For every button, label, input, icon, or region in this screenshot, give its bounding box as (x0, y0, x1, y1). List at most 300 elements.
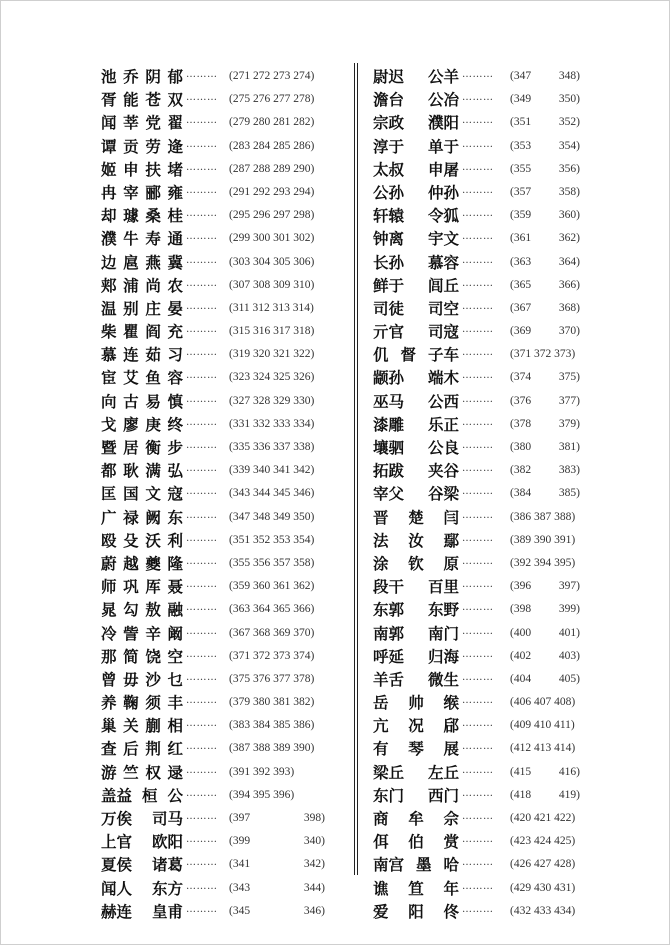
dot-leader: ……… (462, 579, 494, 591)
surname-text: 澹台 公冶 (373, 90, 459, 110)
index-entry (373, 204, 583, 227)
page-number-first: (398 (510, 603, 532, 616)
page-number-first: (347 (510, 70, 532, 82)
column-divider (354, 63, 358, 875)
page-numbers: (283 284 285 286) (229, 139, 315, 152)
index-entry (101, 737, 341, 760)
page-number-last: 401) (558, 626, 580, 639)
dot-leader: ……… (186, 370, 218, 382)
page-number-last: 356) (558, 162, 580, 175)
page-number-last: 358) (558, 185, 580, 198)
index-entry (101, 506, 341, 529)
surname-text: 法 汝 鄢 (373, 530, 459, 550)
index-entry (101, 807, 341, 830)
dot-leader: ……… (186, 138, 218, 150)
dot-leader: ……… (462, 857, 494, 869)
dot-leader: ……… (186, 834, 218, 846)
page-numbers: (379 380 381 382) (229, 696, 315, 709)
surname-text: 壤驷 公良 (373, 438, 459, 457)
page-number-last: 354) (558, 139, 580, 152)
page-number-first: (353 (510, 139, 532, 152)
index-entry (101, 529, 341, 552)
dot-leader: ……… (186, 92, 218, 104)
page-number-first: (378 (510, 417, 532, 430)
surname-text: 上官 欧阳 (101, 832, 183, 852)
dot-leader: ……… (186, 324, 218, 336)
dot-leader: ……… (186, 347, 218, 359)
page-number-last: 399) (558, 603, 580, 616)
page-numbers: (359 360 361 362) (229, 580, 315, 593)
dot-leader: ……… (186, 625, 218, 637)
index-entry (101, 645, 341, 668)
index-entry (373, 761, 583, 784)
surname-text: 公孙 仲孙 (373, 182, 459, 202)
dot-leader: ……… (186, 741, 218, 753)
page-number-first: (400 (510, 626, 532, 639)
surname-text: 郏 浦 尚 农 (101, 275, 183, 295)
dot-leader: ……… (186, 880, 218, 892)
page-numbers: (347 348 349 350) (229, 510, 315, 523)
index-entry (101, 830, 341, 853)
dot-leader: ……… (186, 277, 218, 289)
page-number-first: (384 (510, 487, 532, 500)
index-entry (373, 737, 583, 760)
surname-text: 柴 瞿 阎 充 (101, 322, 183, 342)
page-numbers: (394 395 396) (229, 788, 295, 801)
dot-leader: ……… (186, 787, 218, 799)
page-number-first: (374 (510, 371, 532, 384)
page-number-first: (361 (510, 232, 532, 245)
surname-text: 司徒 司空 (373, 298, 459, 318)
index-entry (101, 274, 341, 297)
index-entry (101, 668, 341, 691)
index-entry (373, 158, 583, 181)
dot-leader: ……… (462, 903, 494, 915)
surname-text: 慕 连 茹 习 (101, 345, 183, 365)
page-number-last: 346) (303, 904, 325, 917)
dot-leader: ……… (186, 555, 218, 567)
surname-text: 晁 勾 敖 融 (101, 600, 183, 620)
surname-text: 师 巩 厍 聂 (101, 577, 183, 597)
page-number-first: (355 (510, 162, 532, 175)
index-entry (373, 807, 583, 830)
surname-text: 边 扈 燕 冀 (101, 252, 183, 272)
surname-text: 宗政 濮阳 (373, 113, 459, 133)
page-number-last: 385) (558, 487, 580, 500)
dot-leader: ……… (186, 532, 218, 544)
left-index-column (101, 65, 341, 923)
page-numbers: (311 312 313 314) (229, 301, 314, 314)
page-number-first: (415 (510, 765, 532, 778)
page-number-first: (363 (510, 255, 532, 268)
surname-text: 殴 殳 沃 利 (101, 530, 183, 550)
index-entry (373, 830, 583, 853)
surname-text: 宦 艾 鱼 容 (101, 368, 183, 388)
page-number-last: 360) (558, 209, 580, 222)
index-entry (373, 251, 583, 274)
dot-leader: ……… (462, 231, 494, 243)
dot-leader: ……… (186, 161, 218, 173)
dot-leader: ……… (462, 138, 494, 150)
index-entry (373, 668, 583, 691)
page-numbers: (363 364 365 366) (229, 603, 315, 616)
page-numbers: (367 368 369 370) (229, 626, 315, 639)
surname-text: 胥 能 苍 双 (101, 90, 183, 110)
surname-text: 东门 西门 (373, 785, 459, 805)
surname-text: 岳 帅 缑 (373, 693, 459, 713)
index-entry (373, 575, 583, 598)
dot-leader: ……… (186, 718, 218, 730)
index-entry (373, 320, 583, 343)
index-entry (373, 111, 583, 134)
dot-leader: ……… (462, 463, 494, 475)
index-entry (101, 297, 341, 320)
page-number-last: 344) (303, 881, 325, 894)
surname-text: 太叔 申屠 (373, 159, 459, 179)
dot-leader: ……… (462, 602, 494, 614)
page-numbers: (351 352 353 354) (229, 533, 315, 546)
page-number-first: (399 (229, 835, 251, 848)
page-number-last: 403) (558, 649, 580, 662)
index-entry (373, 274, 583, 297)
dot-leader: ……… (462, 671, 494, 683)
index-entry (101, 135, 341, 158)
surname-text: 仉 督 子车 (373, 345, 459, 365)
index-entry (373, 88, 583, 111)
index-entry (373, 227, 583, 250)
surname-text: 闻 莘 党 翟 (101, 113, 183, 133)
dot-leader: ……… (462, 324, 494, 336)
page-numbers: (389 390 391) (510, 533, 576, 546)
index-entry (373, 135, 583, 158)
index-entry (101, 366, 341, 389)
dot-leader: ……… (186, 300, 218, 312)
page-numbers: (371 372 373 374) (229, 649, 315, 662)
page-number-last: 348) (558, 70, 580, 82)
surname-text: 那 简 饶 空 (101, 646, 183, 666)
index-entry (373, 900, 583, 923)
page-numbers: (386 387 388) (510, 510, 576, 523)
dot-leader: ……… (462, 718, 494, 730)
page-numbers: (335 336 337 338) (229, 441, 315, 453)
page-number-first: (357 (510, 185, 532, 198)
page-number-last: 370) (558, 325, 580, 338)
page-numbers: (299 300 301 302) (229, 232, 315, 245)
page-numbers: (371 372 373) (510, 348, 576, 361)
index-entry (101, 65, 341, 88)
dot-leader: ……… (462, 92, 494, 104)
surname-text: 曾 毋 沙 乜 (101, 669, 183, 689)
page-numbers: (375 376 377 378) (229, 672, 315, 685)
page-numbers: (432 433 434) (510, 904, 576, 917)
dot-leader: ……… (462, 486, 494, 498)
page-numbers: (406 407 408) (510, 696, 576, 709)
surname-text: 巫马 公西 (373, 391, 459, 411)
index-entry (101, 853, 341, 876)
index-entry (101, 482, 341, 505)
index-entry (101, 413, 341, 436)
page-number-last: 419) (558, 788, 580, 801)
index-entry (101, 598, 341, 621)
dot-leader: ……… (462, 184, 494, 196)
dot-leader: ……… (186, 579, 218, 591)
page-number-first: (396 (510, 580, 532, 593)
page-numbers: (391 392 393) (229, 765, 295, 778)
page-number-first: (376 (510, 394, 532, 407)
index-entry (101, 181, 341, 204)
surname-text: 却 璩 桑 桂 (101, 206, 183, 226)
dot-leader: ……… (186, 903, 218, 915)
index-entry (373, 877, 583, 900)
page-number-first: (418 (510, 788, 532, 801)
surname-text: 查 后 荆 红 (101, 739, 183, 759)
index-entry (101, 343, 341, 366)
page-numbers: (392 394 395) (510, 556, 576, 569)
surname-text: 赫连 皇甫 (101, 901, 183, 921)
surname-text: 冷 訾 辛 阚 (101, 623, 183, 643)
dot-leader: ……… (186, 69, 218, 80)
dot-leader: ……… (462, 440, 494, 451)
page-number-first: (345 (229, 904, 251, 917)
page-number-last: 416) (558, 765, 580, 778)
surname-text: 颛孙 端木 (373, 368, 459, 388)
surname-text: 轩辕 令狐 (373, 206, 459, 226)
page-number-first: (382 (510, 464, 532, 477)
index-entry (101, 158, 341, 181)
surname-text: 姬 申 扶 堵 (101, 159, 183, 179)
index-entry (373, 853, 583, 876)
surname-text: 爱 阳 佟 (373, 901, 459, 921)
right-index-column (373, 65, 583, 923)
index-entry (101, 761, 341, 784)
dot-leader: ……… (186, 671, 218, 683)
page-number-first: (397 (229, 812, 251, 824)
surname-text: 南郭 南门 (373, 623, 459, 643)
dot-leader: ……… (462, 69, 494, 80)
dot-leader: ……… (186, 463, 218, 475)
dot-leader: ……… (462, 811, 494, 822)
surname-text: 拓跋 夹谷 (373, 461, 459, 481)
dot-leader: ……… (186, 764, 218, 776)
index-entry (101, 390, 341, 413)
page-number-last: 368) (558, 301, 580, 314)
page-numbers: (291 292 293 294) (229, 185, 315, 198)
index-entry (373, 181, 583, 204)
surname-text: 宰父 谷梁 (373, 484, 459, 504)
surname-text: 长孙 慕容 (373, 252, 459, 272)
dot-leader: ……… (462, 277, 494, 289)
index-entry (373, 552, 583, 575)
page-numbers: (383 384 385 386) (229, 719, 315, 732)
surname-text: 谭 贡 劳 逄 (101, 136, 183, 156)
index-entry (101, 459, 341, 482)
dot-leader: ……… (186, 208, 218, 220)
dot-leader: ……… (462, 161, 494, 173)
page-number-last: 342) (303, 858, 325, 871)
index-entry (373, 366, 583, 389)
page-numbers: (271 272 273 274) (229, 70, 315, 82)
page-number-first: (341 (229, 858, 251, 871)
page-number-last: 383) (558, 464, 580, 477)
page-number-first: (351 (510, 116, 532, 129)
dot-leader: ……… (462, 834, 494, 846)
index-entry (101, 714, 341, 737)
dot-leader: ……… (462, 509, 494, 521)
page-number-first: (404 (510, 672, 532, 685)
page-numbers: (279 280 281 282) (229, 116, 315, 129)
page-number-last: 362) (558, 232, 580, 245)
index-entry (101, 111, 341, 134)
index-entry (373, 506, 583, 529)
page-numbers: (339 340 341 342) (229, 464, 315, 477)
dot-leader: ……… (186, 393, 218, 405)
page-numbers: (387 388 389 390) (229, 742, 315, 755)
index-entry (373, 459, 583, 482)
surname-text: 南宫 墨 哈 (373, 855, 459, 875)
surname-text: 戈 廖 庚 终 (101, 414, 183, 434)
surname-text: 冉 宰 郦 雍 (101, 182, 183, 202)
index-entry (373, 65, 583, 88)
page-number-last: 366) (558, 278, 580, 291)
page-number-first: (343 (229, 881, 251, 894)
page-numbers: (343 344 345 346) (229, 487, 315, 500)
index-entry (373, 297, 583, 320)
index-entry (101, 88, 341, 111)
index-entry (101, 691, 341, 714)
page-number-first: (359 (510, 209, 532, 222)
surname-text: 万俟 司马 (101, 809, 183, 828)
index-entry (373, 436, 583, 459)
surname-text: 养 鞠 须 丰 (101, 693, 183, 713)
dot-leader: ……… (462, 787, 494, 799)
index-entry (101, 900, 341, 923)
surname-text: 羊舌 微生 (373, 669, 459, 689)
surname-text: 匡 国 文 寇 (101, 484, 183, 504)
index-entry (101, 784, 341, 807)
page-number-first: (367 (510, 301, 532, 314)
dot-leader: ……… (462, 555, 494, 567)
page-numbers: (409 410 411) (510, 719, 575, 732)
index-entry (373, 390, 583, 413)
surname-text: 亓官 司寇 (373, 322, 459, 342)
page-number-first: (380 (510, 441, 532, 453)
page-number-last: 381) (558, 441, 580, 453)
surname-text: 有 琴 展 (373, 739, 459, 759)
surname-text: 都 耿 满 弘 (101, 461, 183, 481)
surname-text: 广 禄 阙 东 (101, 507, 183, 527)
index-entry (373, 714, 583, 737)
surname-text: 亢 况 郈 (373, 716, 459, 736)
page-number-last: 364) (558, 255, 580, 268)
surname-text: 涂 钦 原 (373, 553, 459, 573)
index-entry (373, 691, 583, 714)
page-number-last: 340) (303, 835, 325, 848)
page-number-last: 352) (558, 116, 580, 129)
dot-leader: ……… (186, 254, 218, 266)
dot-leader: ……… (462, 393, 494, 405)
surname-text: 段干 百里 (373, 577, 459, 597)
surname-text: 漆雕 乐正 (373, 414, 459, 434)
page-number-last: 350) (558, 93, 580, 106)
page-numbers: (331 332 333 334) (229, 417, 315, 430)
dot-leader: ……… (186, 486, 218, 498)
dot-leader: ……… (462, 880, 494, 892)
surname-text: 向 古 易 慎 (101, 391, 183, 411)
dot-leader: ……… (462, 370, 494, 382)
page-numbers: (327 328 329 330) (229, 394, 315, 407)
surname-text: 佴 伯 赏 (373, 832, 459, 852)
surname-text: 淳于 单于 (373, 136, 459, 156)
dot-leader: ……… (186, 811, 218, 822)
dot-leader: ……… (462, 300, 494, 312)
index-entry (101, 552, 341, 575)
page-numbers: (295 296 297 298) (229, 209, 315, 222)
surname-text: 温 别 庄 晏 (101, 298, 183, 318)
index-entry (101, 877, 341, 900)
dot-leader: ……… (186, 416, 218, 428)
page-number-last: 397) (558, 580, 580, 593)
surname-text: 蔚 越 夔 隆 (101, 553, 183, 573)
dot-leader: ……… (186, 115, 218, 127)
dot-leader: ……… (462, 625, 494, 637)
index-entry (373, 482, 583, 505)
surname-text: 盖益 桓 公 (101, 785, 183, 805)
page-numbers: (423 424 425) (510, 835, 576, 848)
surname-text: 暨 居 衡 步 (101, 438, 183, 457)
page-number-last: 398) (303, 812, 325, 824)
dot-leader: ……… (462, 764, 494, 776)
page-numbers: (323 324 325 326) (229, 371, 315, 384)
index-entry (101, 227, 341, 250)
surname-text: 钟离 宇文 (373, 229, 459, 249)
page-number-first: (365 (510, 278, 532, 291)
surname-text: 谯 笪 年 (373, 878, 459, 898)
page-numbers: (319 320 321 322) (229, 348, 315, 361)
dot-leader: ……… (186, 509, 218, 521)
dot-leader: ……… (462, 741, 494, 753)
page-number-last: 375) (558, 371, 580, 384)
index-entry (373, 622, 583, 645)
surname-text: 闻人 东方 (101, 878, 183, 898)
index-entry (101, 204, 341, 227)
surname-text: 晋 楚 闫 (373, 507, 459, 527)
surname-text: 巢 关 蒯 相 (101, 716, 183, 736)
surname-text: 游 竺 权 逯 (101, 762, 183, 782)
index-entry (101, 575, 341, 598)
surname-text: 池 乔 阴 郁 (101, 67, 183, 86)
dot-leader: ……… (186, 602, 218, 614)
index-entry (373, 784, 583, 807)
page-number-first: (402 (510, 649, 532, 662)
page-numbers: (429 430 431) (510, 881, 576, 894)
page-numbers: (275 276 277 278) (229, 93, 315, 106)
dot-leader: ……… (186, 184, 218, 196)
dot-leader: ……… (462, 416, 494, 428)
index-entry (101, 320, 341, 343)
dot-leader: ……… (186, 695, 218, 707)
surname-text: 濮 牛 寿 通 (101, 229, 183, 249)
index-entry (373, 645, 583, 668)
page-numbers: (420 421 422) (510, 812, 576, 824)
index-entry (373, 598, 583, 621)
page-numbers: (426 427 428) (510, 858, 576, 871)
index-entry (101, 251, 341, 274)
page-number-first: (349 (510, 93, 532, 106)
surname-text: 梁丘 左丘 (373, 762, 459, 782)
dot-leader: ……… (462, 254, 494, 266)
page-numbers: (307 308 309 310) (229, 278, 315, 291)
dot-leader: ……… (186, 648, 218, 660)
